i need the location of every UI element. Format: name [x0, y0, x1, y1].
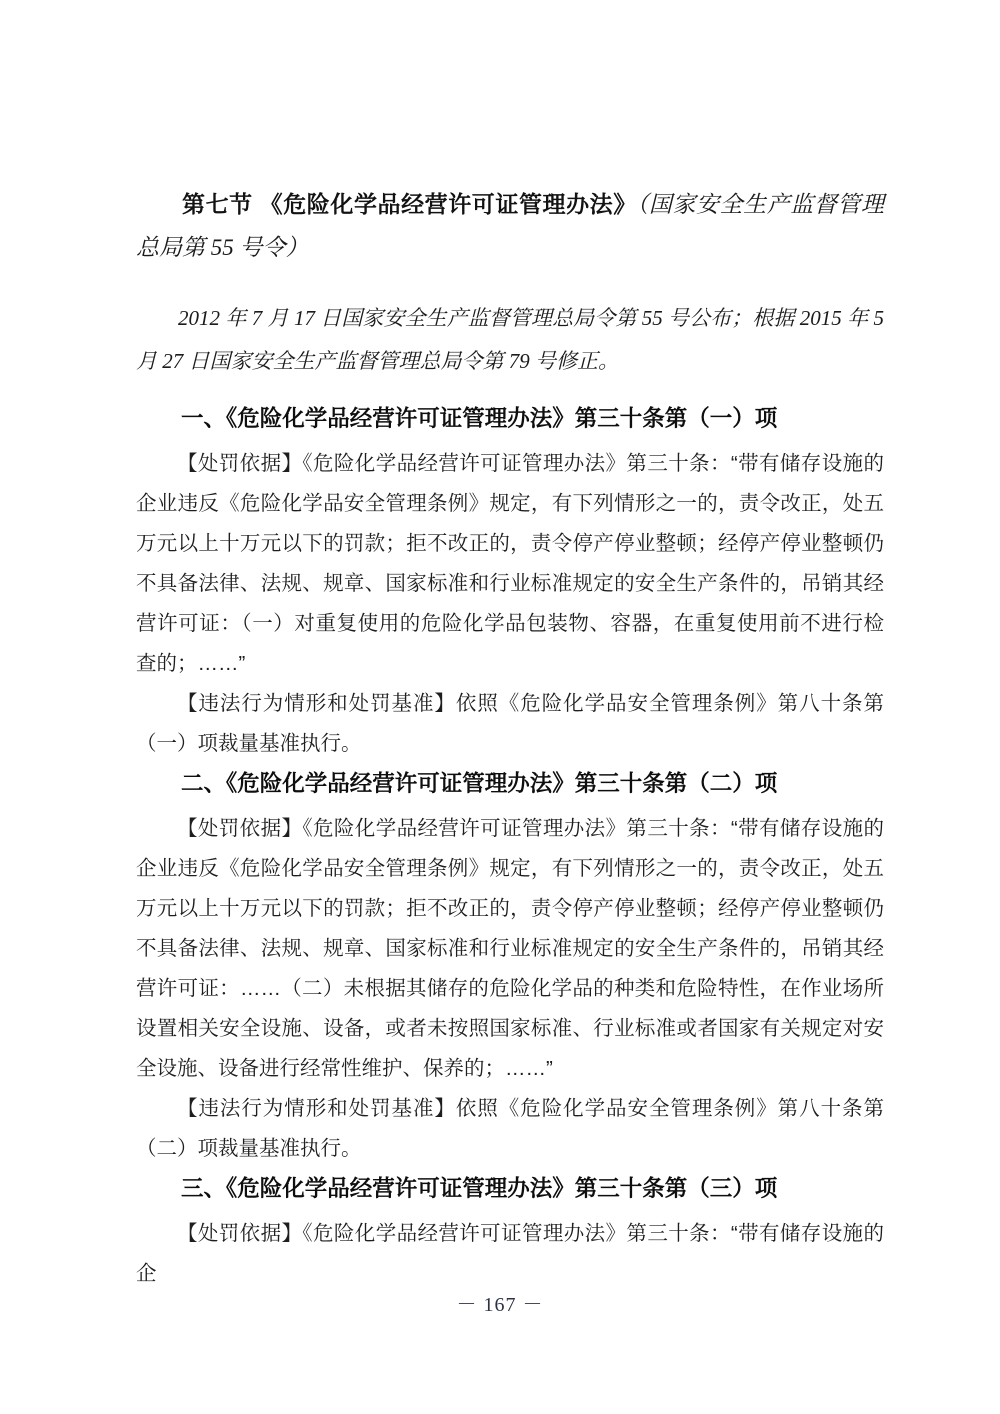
section-3-heading: 三、《危险化学品经营许可证管理办法》第三十条第（三）项	[181, 1176, 778, 1201]
revision-note: 2012 年 7 月 17 日国家安全生产监督管理总局令第 55 号公布；根据 2015 年 5 月 27 日国家安全生产监督管理总局令第 79 号修正。	[136, 306, 884, 373]
page-number: － 167 －	[456, 1294, 544, 1316]
section-3-penalty-basis-paragraph: 【处罚依据】《危险化学品经营许可证管理办法》第三十条：“带有储存设施的企	[136, 1222, 884, 1285]
section-2-heading: 二、《危险化学品经营许可证管理办法》第三十条第（二）项	[181, 771, 778, 796]
page-title-subtitle: （国家安全生产监督管理总局第 55 号令）	[136, 192, 884, 260]
section-2-violation-standard-paragraph: 【违法行为情形和处罚基准】依照《危险化学品安全管理条例》第八十条第（二）项裁量基准执行。	[136, 1097, 884, 1160]
section-1-penalty-basis-paragraph: 【处罚依据】《危险化学品经营许可证管理办法》第三十条：“带有储存设施的企业违反《危险化学品安全管理条例》规定，有下列情形之一的，责令改正，处五万元以上十万元以下的罚款；拒不改正的，责令停产停业整顿；经停产停业整顿仍不具备法律、法规、规章、国家标准和行业标准规定的安全生产条件的，吊销其经营许可证：（一）对重复使用的危险化学品包装物、容器，在重复使用前不进行检查的；……”	[136, 452, 884, 675]
section-1-heading: 一、《危险化学品经营许可证管理办法》第三十条第（一）项	[181, 406, 778, 431]
page-title	[136, 183, 884, 269]
section-1-violation-standard-paragraph: 【违法行为情形和处罚基准】依照《危险化学品安全管理条例》第八十条第（一）项裁量基准执行。	[136, 692, 884, 755]
section-2-penalty-basis-paragraph: 【处罚依据】《危险化学品经营许可证管理办法》第三十条：“带有储存设施的企业违反《危险化学品安全管理条例》规定，有下列情形之一的，责令改正，处五万元以上十万元以下的罚款；拒不改正的，责令停产停业整顿；经停产停业整顿仍不具备法律、法规、规章、国家标准和行业标准规定的安全生产条件的，吊销其经营许可证：……（二）未根据其储存的危险化学品的种类和危险特性，在作业场所设置相关安全设施、设备，或者未按照国家标准、行业标准或者国家有关规定对安全设施、设备进行经常性维护、保养的；……”	[136, 817, 884, 1080]
page-content	[136, 183, 884, 1294]
page-title-main: 第七节 《危险化学品经营许可证管理办法》	[182, 191, 637, 217]
